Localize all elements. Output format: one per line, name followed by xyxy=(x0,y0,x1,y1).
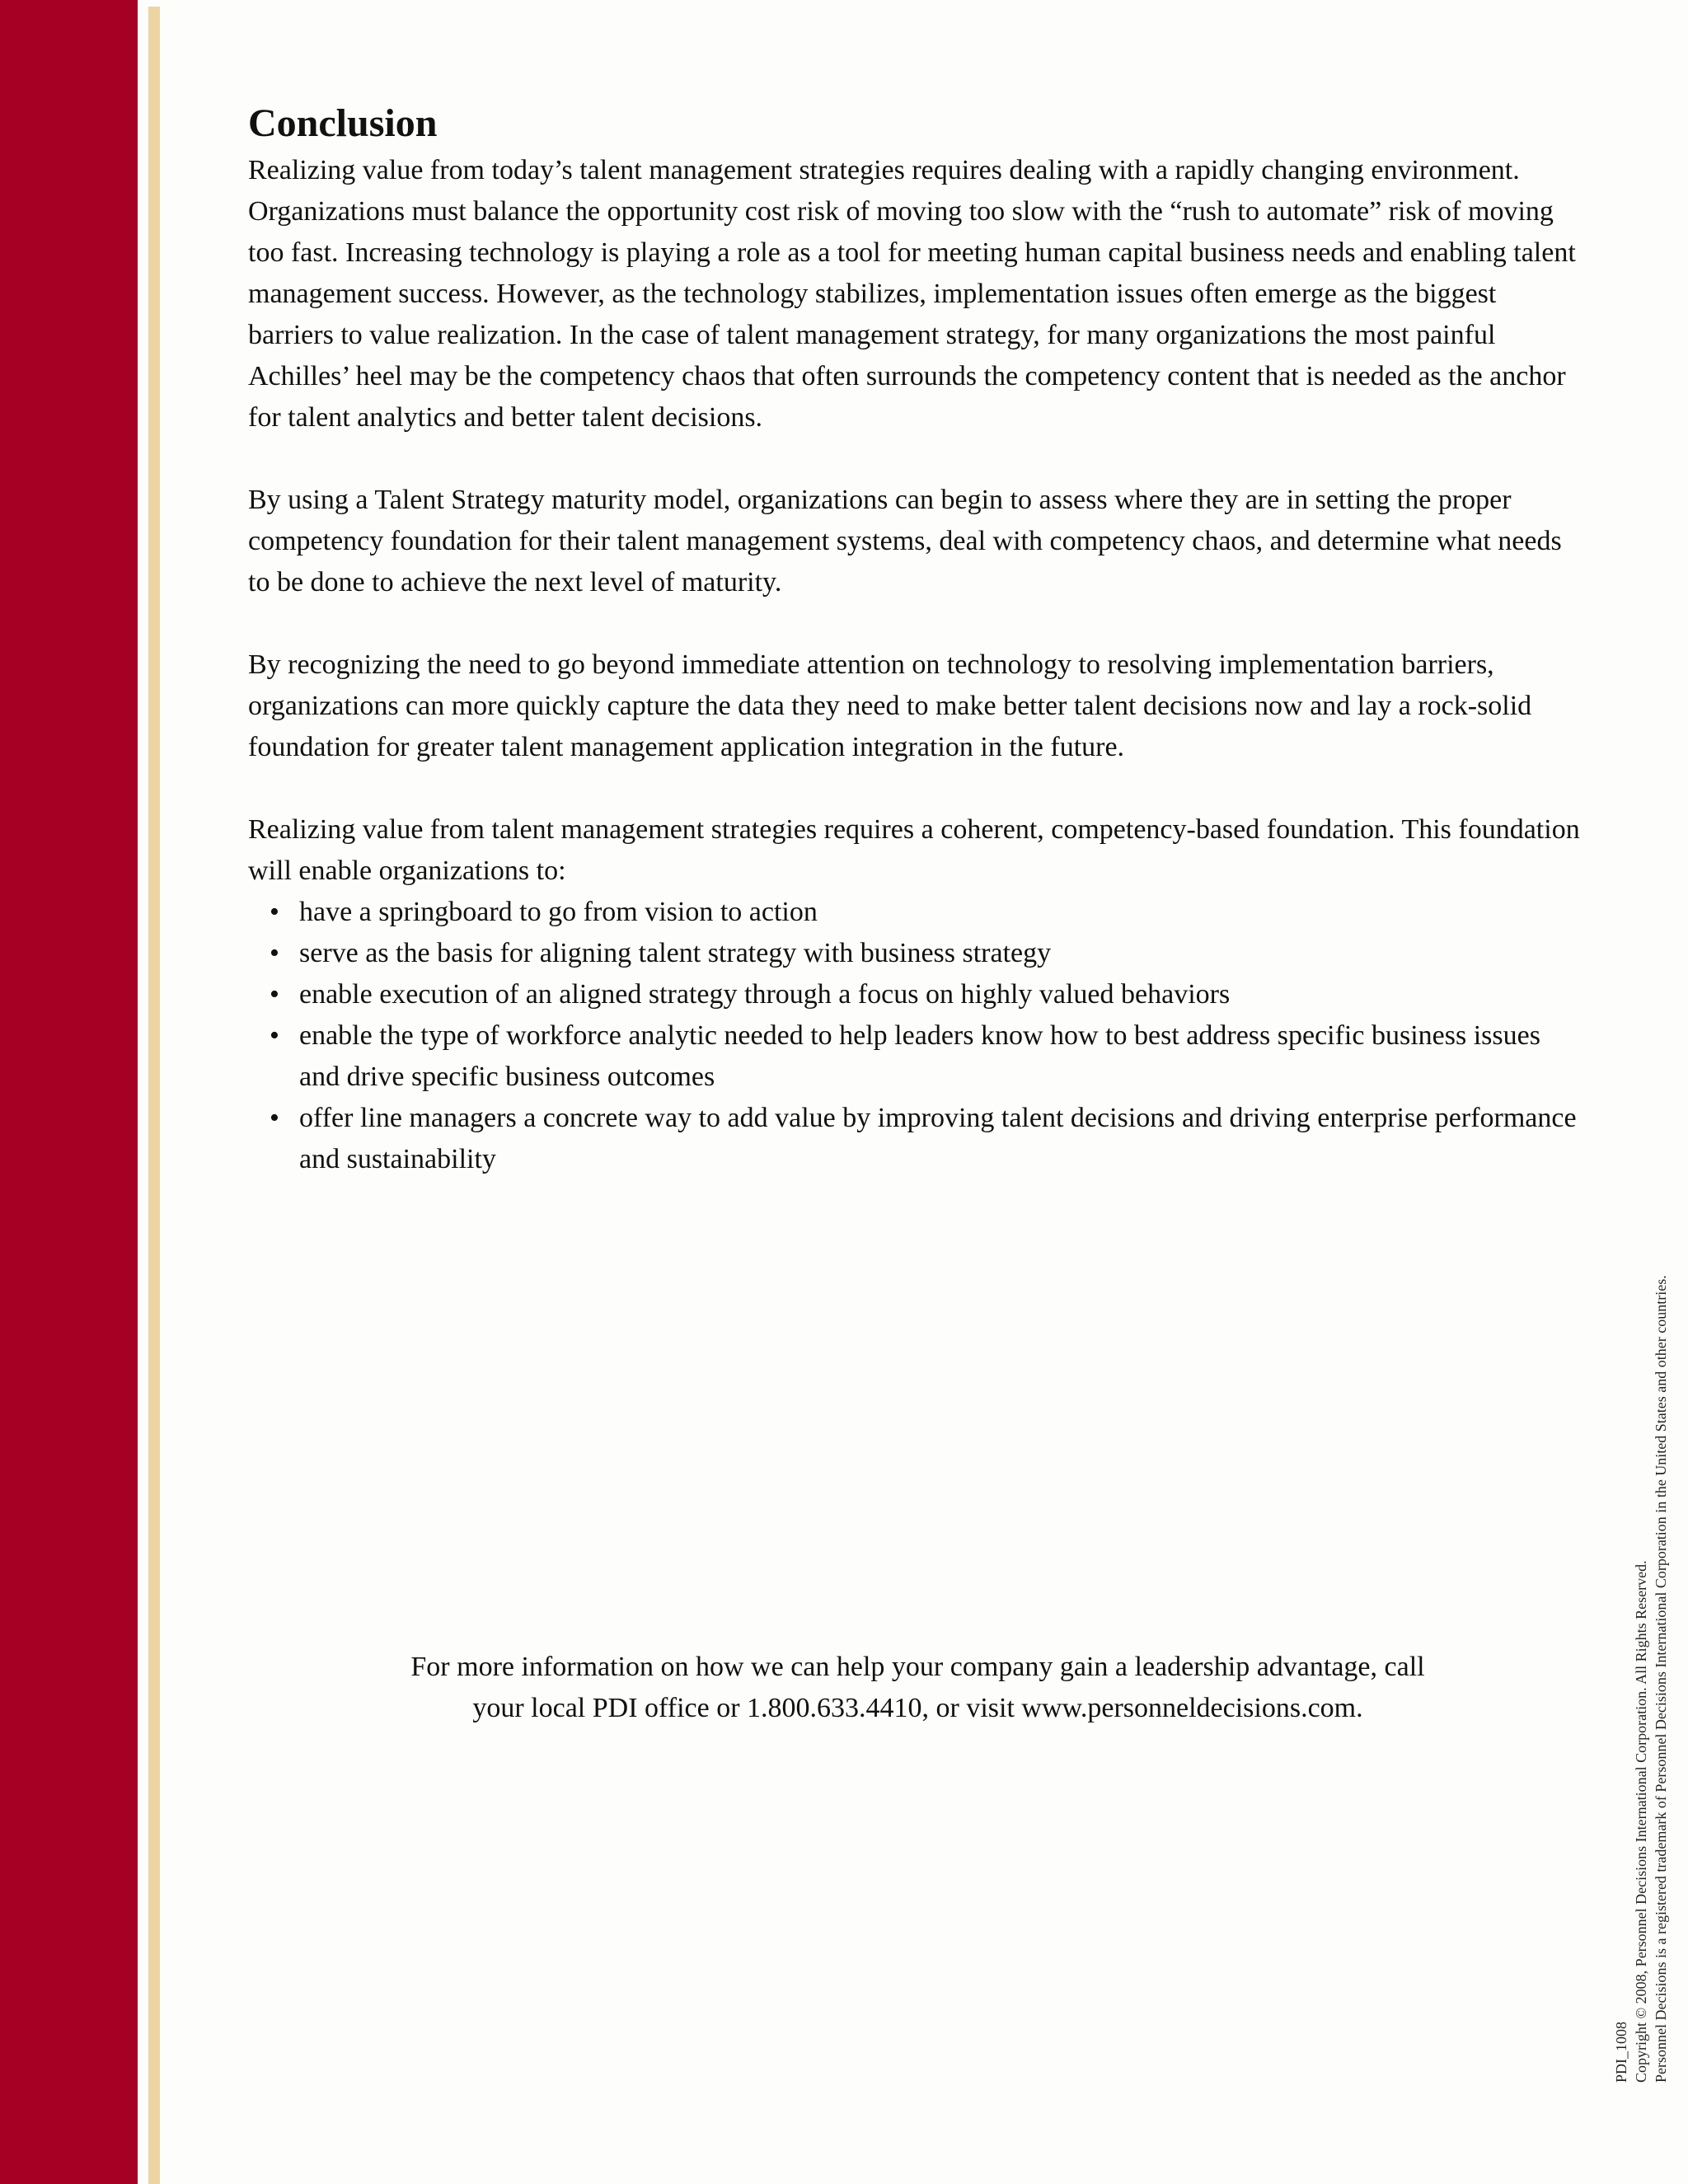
copyright-notice: Copyright © 2008, Personnel Decisions International Corporation. All Rights Reserved. xyxy=(1633,1560,1649,2083)
list-item xyxy=(248,1098,1587,1180)
paragraph-maturity-model: By using a Talent Strategy maturity model, organizations can begin to assess where they are in setting the proper competency foundation for their talent management systems, deal with competency chaos, and determine what needs to be done to achieve the next level of maturity. xyxy=(248,485,1562,598)
list-item xyxy=(248,1015,1587,1098)
bullet-marker: • xyxy=(270,979,279,1010)
contact-line-1: For more information on how we can help your company gain a leadership advantage, call xyxy=(410,1652,1425,1682)
list-item xyxy=(248,974,1587,1015)
paragraph-intro: Realizing value from today’s talent management strategies requires dealing with a rapidly changing environment. Organizations must balance the opportunity cost risk of moving too slow with the “rush to automate” risk of moving too fast. Increasing technology is playing a role as a tool for meeting human capital business needs and enabling talent management success. However, as the technology stabilizes, implementation issues often emerge as the biggest barriers to value realization. In the case of talent management strategy, for many organizations the most painful Achilles’ heel may be the competency chaos that often surrounds the competency content that is needed as the anchor for talent analytics and better talent decisions. xyxy=(248,155,1576,433)
contact-info xyxy=(248,1647,1587,1729)
brand-side-bar xyxy=(0,0,138,2184)
bullet-marker: • xyxy=(270,897,279,927)
trademark-notice: Personnel Decisions is a registered trademark of Personnel Decisions International Corporation in the United States and other countries. xyxy=(1653,1275,1669,2083)
benefits-list xyxy=(248,892,1587,1180)
list-item-text: offer line managers a concrete way to add value by improving talent decisions and driving enterprise performance and sustainability xyxy=(299,1103,1577,1174)
legal-notice xyxy=(1611,1275,1671,2083)
document-code: PDI_1008 xyxy=(1613,2021,1629,2083)
accent-side-stripe xyxy=(148,7,160,2184)
main-content xyxy=(248,97,1587,1180)
list-item xyxy=(248,933,1587,974)
list-item xyxy=(248,892,1587,933)
list-item-text: enable execution of an aligned strategy through a focus on highly valued behaviors xyxy=(299,979,1231,1010)
paragraph-implementation-barriers: By recognizing the need to go beyond immediate attention on technology to resolving implementation barriers, organizations can more quickly capture the data they need to make better talent decisions now and lay a rock-solid foundation for greater talent management application integration in the future. xyxy=(248,649,1532,762)
list-item-text: serve as the basis for aligning talent strategy with business strategy xyxy=(299,938,1052,968)
list-item-text: enable the type of workforce analytic needed to help leaders know how to best address specific business issues and drive specific business outcomes xyxy=(299,1020,1540,1092)
contact-line-2: your local PDI office or 1.800.633.4410, or visit www.personneldecisions.com. xyxy=(472,1693,1363,1723)
list-item-text: have a springboard to go from vision to action xyxy=(299,897,818,927)
bullet-marker: • xyxy=(270,1020,279,1051)
bullet-marker: • xyxy=(270,1103,279,1133)
paragraph-foundation-lead: Realizing value from talent management strategies requires a coherent, competency-based foundation. This foundation will enable organizations to: xyxy=(248,814,1580,886)
bullet-marker: • xyxy=(270,938,279,968)
page-title: Conclusion xyxy=(248,101,438,145)
